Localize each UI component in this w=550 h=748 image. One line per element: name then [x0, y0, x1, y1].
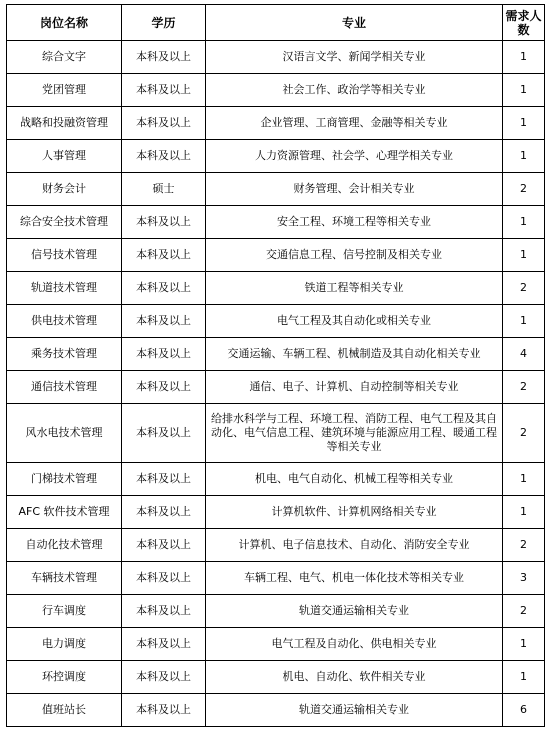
major-cell: 铁道工程等相关专业 — [206, 272, 503, 305]
major-cell: 交通运输、车辆工程、机械制造及其自动化相关专业 — [206, 338, 503, 371]
count-cell: 1 — [503, 661, 545, 694]
count-cell: 1 — [503, 628, 545, 661]
position-cell: 轨道技术管理 — [7, 272, 122, 305]
major-cell: 机电、电气自动化、机械工程等相关专业 — [206, 463, 503, 496]
major-cell: 轨道交通运输相关专业 — [206, 595, 503, 628]
table-row — [7, 338, 545, 371]
major-cell: 轨道交通运输相关专业 — [206, 694, 503, 727]
header-count: 需求人数 — [503, 5, 545, 41]
major-cell: 汉语言文学、新闻学相关专业 — [206, 41, 503, 74]
count-cell: 2 — [503, 404, 545, 463]
count-cell: 2 — [503, 173, 545, 206]
table-row — [7, 272, 545, 305]
education-cell: 本科及以上 — [122, 107, 206, 140]
education-cell: 硕士 — [122, 173, 206, 206]
position-cell: 自动化技术管理 — [7, 529, 122, 562]
position-cell: 信号技术管理 — [7, 239, 122, 272]
table-row — [7, 305, 545, 338]
table-row — [7, 404, 545, 463]
education-cell: 本科及以上 — [122, 529, 206, 562]
major-cell: 机电、自动化、软件相关专业 — [206, 661, 503, 694]
position-cell: 通信技术管理 — [7, 371, 122, 404]
position-cell: 综合文字 — [7, 41, 122, 74]
position-cell: 乘务技术管理 — [7, 338, 122, 371]
count-cell: 2 — [503, 529, 545, 562]
table-row — [7, 628, 545, 661]
education-cell: 本科及以上 — [122, 41, 206, 74]
major-cell: 交通信息工程、信号控制及相关专业 — [206, 239, 503, 272]
education-cell: 本科及以上 — [122, 272, 206, 305]
major-cell: 通信、电子、计算机、自动控制等相关专业 — [206, 371, 503, 404]
education-cell: 本科及以上 — [122, 562, 206, 595]
position-cell: 人事管理 — [7, 140, 122, 173]
count-cell: 1 — [503, 107, 545, 140]
table-row — [7, 74, 545, 107]
count-cell: 1 — [503, 463, 545, 496]
major-cell: 安全工程、环境工程等相关专业 — [206, 206, 503, 239]
table-row — [7, 41, 545, 74]
position-cell: 值班站长 — [7, 694, 122, 727]
position-cell: 行车调度 — [7, 595, 122, 628]
table-row — [7, 694, 545, 727]
major-cell: 计算机软件、计算机网络相关专业 — [206, 496, 503, 529]
header-major: 专业 — [206, 5, 503, 41]
count-cell: 2 — [503, 272, 545, 305]
major-cell: 电气工程及自动化、供电相关专业 — [206, 628, 503, 661]
education-cell: 本科及以上 — [122, 628, 206, 661]
header-position: 岗位名称 — [7, 5, 122, 41]
education-cell: 本科及以上 — [122, 595, 206, 628]
education-cell: 本科及以上 — [122, 206, 206, 239]
education-cell: 本科及以上 — [122, 338, 206, 371]
major-cell: 给排水科学与工程、环境工程、消防工程、电气工程及其自动化、电气信息工程、建筑环境与能源应用工程、暖通工程等相关专业 — [206, 404, 503, 463]
education-cell: 本科及以上 — [122, 463, 206, 496]
table-row — [7, 496, 545, 529]
count-cell: 1 — [503, 206, 545, 239]
education-cell: 本科及以上 — [122, 305, 206, 338]
table-header-row — [7, 5, 545, 41]
position-cell: AFC 软件技术管理 — [7, 496, 122, 529]
major-cell: 车辆工程、电气、机电一体化技术等相关专业 — [206, 562, 503, 595]
major-cell: 财务管理、会计相关专业 — [206, 173, 503, 206]
count-cell: 4 — [503, 338, 545, 371]
major-cell: 社会工作、政治学等相关专业 — [206, 74, 503, 107]
education-cell: 本科及以上 — [122, 661, 206, 694]
count-cell: 3 — [503, 562, 545, 595]
count-cell: 1 — [503, 41, 545, 74]
education-cell: 本科及以上 — [122, 74, 206, 107]
table-row — [7, 661, 545, 694]
table-row — [7, 140, 545, 173]
major-cell: 人力资源管理、社会学、心理学相关专业 — [206, 140, 503, 173]
count-cell: 1 — [503, 496, 545, 529]
position-cell: 门梯技术管理 — [7, 463, 122, 496]
count-cell: 1 — [503, 74, 545, 107]
table-row — [7, 562, 545, 595]
header-education: 学历 — [122, 5, 206, 41]
recruitment-table — [6, 4, 545, 727]
table-row — [7, 595, 545, 628]
position-cell: 电力调度 — [7, 628, 122, 661]
table-row — [7, 173, 545, 206]
position-cell: 风水电技术管理 — [7, 404, 122, 463]
count-cell: 2 — [503, 371, 545, 404]
count-cell: 1 — [503, 140, 545, 173]
education-cell: 本科及以上 — [122, 140, 206, 173]
major-cell: 企业管理、工商管理、金融等相关专业 — [206, 107, 503, 140]
table-row — [7, 529, 545, 562]
table-row — [7, 371, 545, 404]
position-cell: 车辆技术管理 — [7, 562, 122, 595]
count-cell: 2 — [503, 595, 545, 628]
table-row — [7, 239, 545, 272]
table-row — [7, 107, 545, 140]
table-row — [7, 463, 545, 496]
position-cell: 供电技术管理 — [7, 305, 122, 338]
count-cell: 1 — [503, 239, 545, 272]
education-cell: 本科及以上 — [122, 694, 206, 727]
position-cell: 财务会计 — [7, 173, 122, 206]
count-cell: 6 — [503, 694, 545, 727]
position-cell: 综合安全技术管理 — [7, 206, 122, 239]
position-cell: 环控调度 — [7, 661, 122, 694]
table-row — [7, 206, 545, 239]
position-cell: 战略和投融资管理 — [7, 107, 122, 140]
major-cell: 计算机、电子信息技术、自动化、消防安全专业 — [206, 529, 503, 562]
education-cell: 本科及以上 — [122, 239, 206, 272]
position-cell: 党团管理 — [7, 74, 122, 107]
education-cell: 本科及以上 — [122, 371, 206, 404]
major-cell: 电气工程及其自动化或相关专业 — [206, 305, 503, 338]
education-cell: 本科及以上 — [122, 496, 206, 529]
education-cell: 本科及以上 — [122, 404, 206, 463]
count-cell: 1 — [503, 305, 545, 338]
